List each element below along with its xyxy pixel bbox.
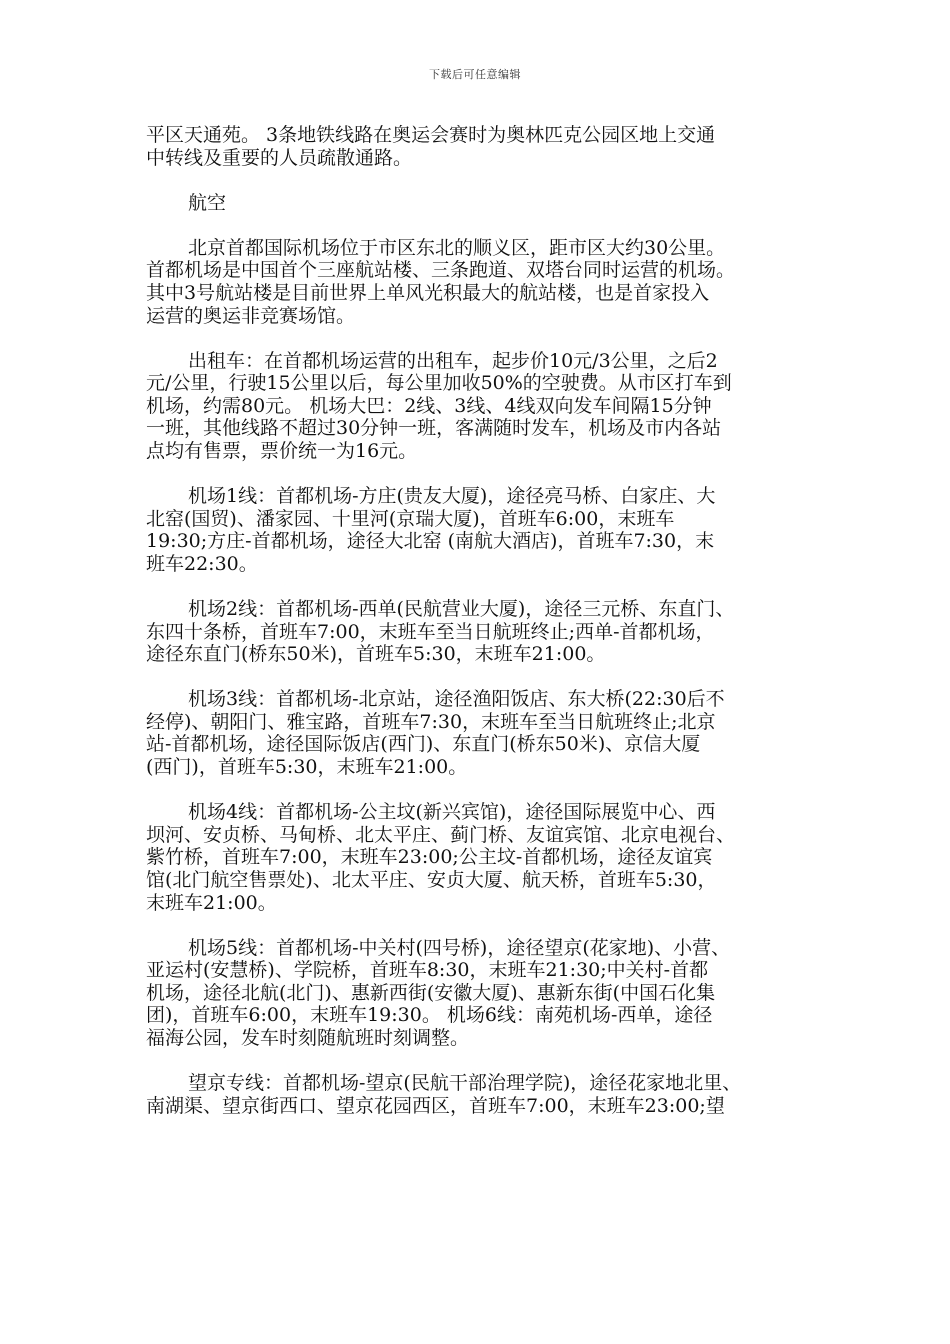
paragraph: [146, 192, 814, 215]
paragraph: [146, 237, 814, 327]
text-line: 亚运村(安慧桥)、学院桥，首班车8:30，末班车21:30;中关村-首都: [146, 959, 709, 982]
text-line: 东四十条桥，首班车7:00，末班车至当日航班终止;西单-首都机场，: [146, 620, 715, 643]
paragraph: [146, 688, 814, 778]
text-line: 机场3线：首都机场-北京站，途径渔阳饭店、东大桥(22:30后不: [188, 688, 725, 711]
text-line: 站-首都机场，途径国际饭店(西门)、东直门(桥东50米)、京信大厦: [146, 733, 701, 756]
paragraph: [146, 350, 814, 463]
text-line: 紫竹桥，首班车7:00，末班车23:00;公主坟-首都机场，途径友谊宾: [146, 846, 713, 869]
text-line: 机场5线：首都机场-中关村(四号桥)，途径望京(花家地)、小营、: [188, 936, 731, 959]
paragraph: [146, 1072, 814, 1117]
text-line: (西门)，首班车5:30，末班车21:00。: [146, 756, 468, 779]
text-line: 福海公园，发车时刻随航班时刻调整。: [146, 1027, 470, 1049]
text-line: 19:30;方庄-首都机场，途径大北窑 (南航大酒店)，首班车7:30，末: [146, 530, 715, 553]
document-body: [146, 124, 814, 1140]
text-line: 馆(北门航空售票处)、北太平庄、安贞大厦、航天桥，首班车5:30，: [146, 868, 717, 891]
text-line: 北京首都国际机场位于市区东北的顺义区，距市区大约30公里。: [188, 236, 726, 259]
text-line: 其中3号航站楼是目前世界上单风光积最大的航站楼，也是首家投入: [146, 281, 710, 304]
text-line: 机场，约需80元。 机场大巴：2线、3线、4线双向发车间隔15分钟: [146, 394, 712, 417]
text-line: 中转线及重要的人员疏散通路。: [146, 146, 413, 169]
text-line: 出租车：在首都机场运营的出租车，起步价10元/3公里，之后2: [188, 349, 718, 372]
text-line: 一班，其他线路不超过30分钟一班，客满随时发车，机场及市内各站: [146, 417, 722, 440]
text-line: 机场1线：首都机场-方庄(贵友大厦)，途径亮马桥、白家庄、大: [188, 485, 716, 508]
text-line: 机场4线：首都机场-公主坟(新兴宾馆)，途径国际展览中心、西: [188, 801, 716, 824]
text-line: 望京专线：首都机场-望京(民航干部治理学院)，途径花家地北里、: [188, 1072, 742, 1095]
text-line: 机场，途径北航(北门)、惠新西街(安徽大厦)、惠新东街(中国石化集: [146, 981, 716, 1004]
text-line: 航空: [188, 191, 227, 214]
text-line: 北窑(国贸)、潘家园、十里河(京瑞大厦)，首班车6:00，末班车: [146, 507, 675, 530]
paragraph: [146, 801, 814, 914]
text-line: 坝河、安贞桥、马甸桥、北太平庄、蓟门桥、友谊宾馆、北京电视台、: [146, 823, 736, 846]
text-line: 末班车21:00。: [146, 891, 277, 914]
text-line: 南湖渠、望京街西口、望京花园西区，首班车7:00，末班车23:00;望: [146, 1094, 725, 1117]
text-line: 首都机场是中国首个三座航站楼、三条跑道、双塔台同时运营的机场。: [146, 259, 736, 282]
paragraph: [146, 598, 814, 666]
text-line: 点均有售票，票价统一为16元。: [146, 440, 418, 463]
text-line: 经停)、朝阳门、雅宝路，首班车7:30，末班车至当日航班终止;北京: [146, 710, 716, 733]
text-line: 运营的奥运非竞赛场馆。: [146, 304, 356, 327]
text-line: 平区天通苑。 3条地铁线路在奥运会赛时为奥林匹克公园区地上交通: [146, 124, 716, 146]
text-line: 机场2线：首都机场-西单(民航营业大厦)，途径三元桥、东直门、: [188, 598, 735, 620]
paragraph: [146, 485, 814, 575]
page-header: 下载后可任意编辑: [429, 68, 521, 81]
text-line: 班车22:30。: [146, 552, 258, 575]
text-line: 团)，首班车6:00，末班车19:30。 机场6线：南苑机场-西单，途径: [146, 1004, 713, 1027]
text-line: 元/公里，行驶15公里以后，每公里加收50%的空驶费。从市区打车到: [146, 372, 732, 395]
text-line: 途径东直门(桥东50米)，首班车5:30，末班车21:00。: [146, 643, 606, 666]
paragraph: [146, 937, 814, 1050]
paragraph: [146, 124, 814, 169]
